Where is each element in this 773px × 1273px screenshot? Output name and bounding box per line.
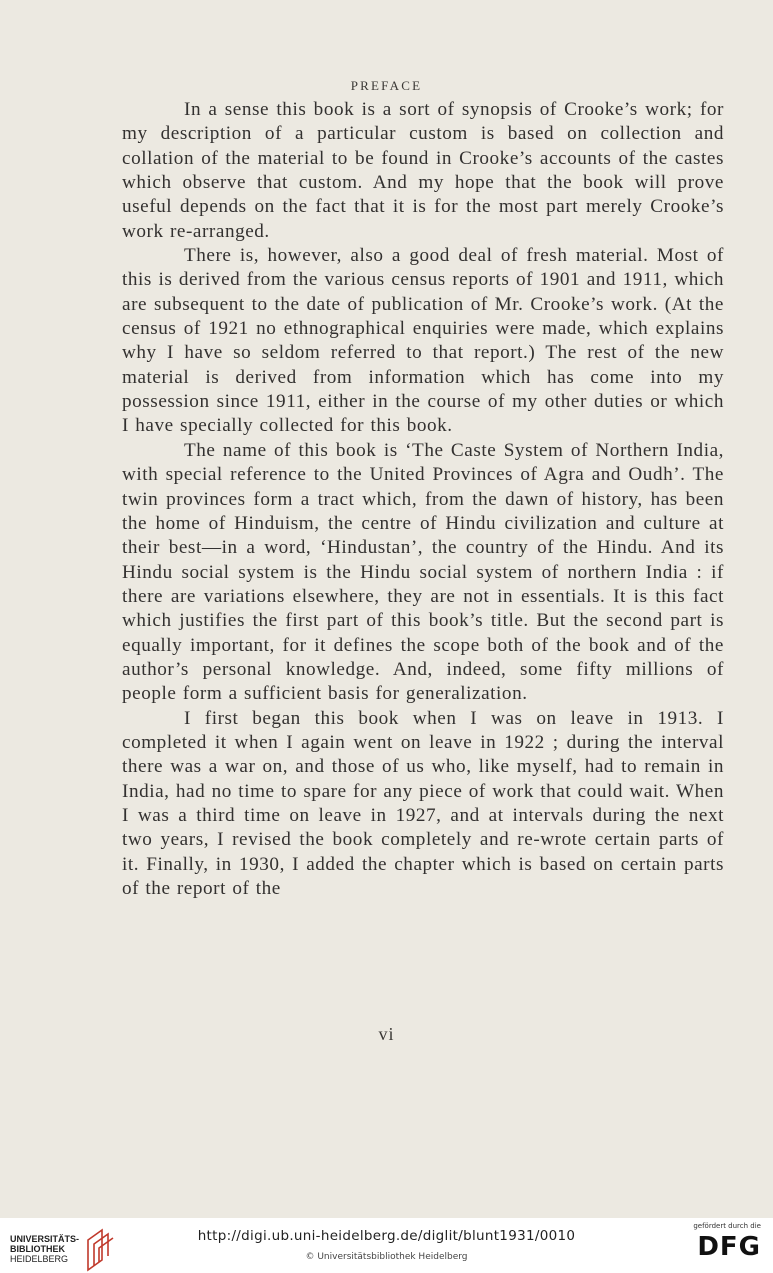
paragraph-1: In a sense this book is a sort of synopsis of Crooke’s work; for my description of a particular custom is based on collection and collation of the material to be found in Crooke’s accounts of the castes which observe that custom. And my hope that the book will prove useful depends on the fact that it is for the most part merely Crooke’s work re-arranged. <box>122 99 724 242</box>
copyright-notice: © Universitätsbibliothek Heidelberg <box>305 1252 468 1262</box>
library-name-line3: HEIDELBERG <box>10 1254 69 1264</box>
permalink-url[interactable]: http://digi.ub.uni-heidelberg.de/diglit/blunt1931/0010 <box>197 1228 576 1244</box>
preface-body <box>122 98 724 901</box>
library-name-line2: BIBLIOTHEK <box>10 1244 65 1254</box>
funder-note: gefördert durch die <box>693 1222 761 1230</box>
library-name-line1: UNIVERSITÄTS- <box>10 1234 80 1244</box>
dfg-wordmark: DFG <box>697 1232 761 1262</box>
paragraph-3: The name of this book is ‘The Caste System of Northern India, with special reference to the United Provinces of Agra and Oudh’. The twin provinces form a tract which, from the dawn of history, has been the home of Hinduism, the centre of Hindu civilization and culture at their best—in a word, ‘Hindustan’, the country of the Hindu. And its Hindu social system is the Hindu social system of northern India : if there are variations elsewhere, they are not in essentials. It is this fact which justifies the first part of this book’s title. But the second part is equally important, for it defines the scope both of the book and of the author’s personal knowledge. And, indeed, some fifty millions of people form a sufficient basis for generalization. <box>122 439 724 705</box>
dfg-logo[interactable] <box>681 1222 761 1262</box>
digitization-footer <box>0 1218 773 1273</box>
paragraph-2: There is, however, also a good deal of fresh material. Most of this is derived from the various census reports of 1901 and 1911, which are subsequent to the date of publication of Mr. Crooke’s work. (At the census of 1921 no ethnographical enquiries were made, which explains why I have so seldom referred to that report.) The rest of the new material is derived from information which has come into my possession since 1911, either in the course of my other duties or which I have specially collected for this book. <box>122 245 724 437</box>
page-number: vi <box>378 1024 395 1044</box>
running-header: PREFACE <box>350 78 423 93</box>
paragraph-4: I first began this book when I was on leave in 1913. I completed it when I again went on leave in 1922 ; during the interval there was a war on, and those of us who, like myself, had to remain in India, had no time to spare for any piece of work that could wait. When I was a third time on leave in 1927, and at intervals during the next two years, I revised the book completely and re-wrote certain parts of it. Finally, in 1930, I added the chapter which is based on certain parts of the report of the <box>122 707 724 899</box>
